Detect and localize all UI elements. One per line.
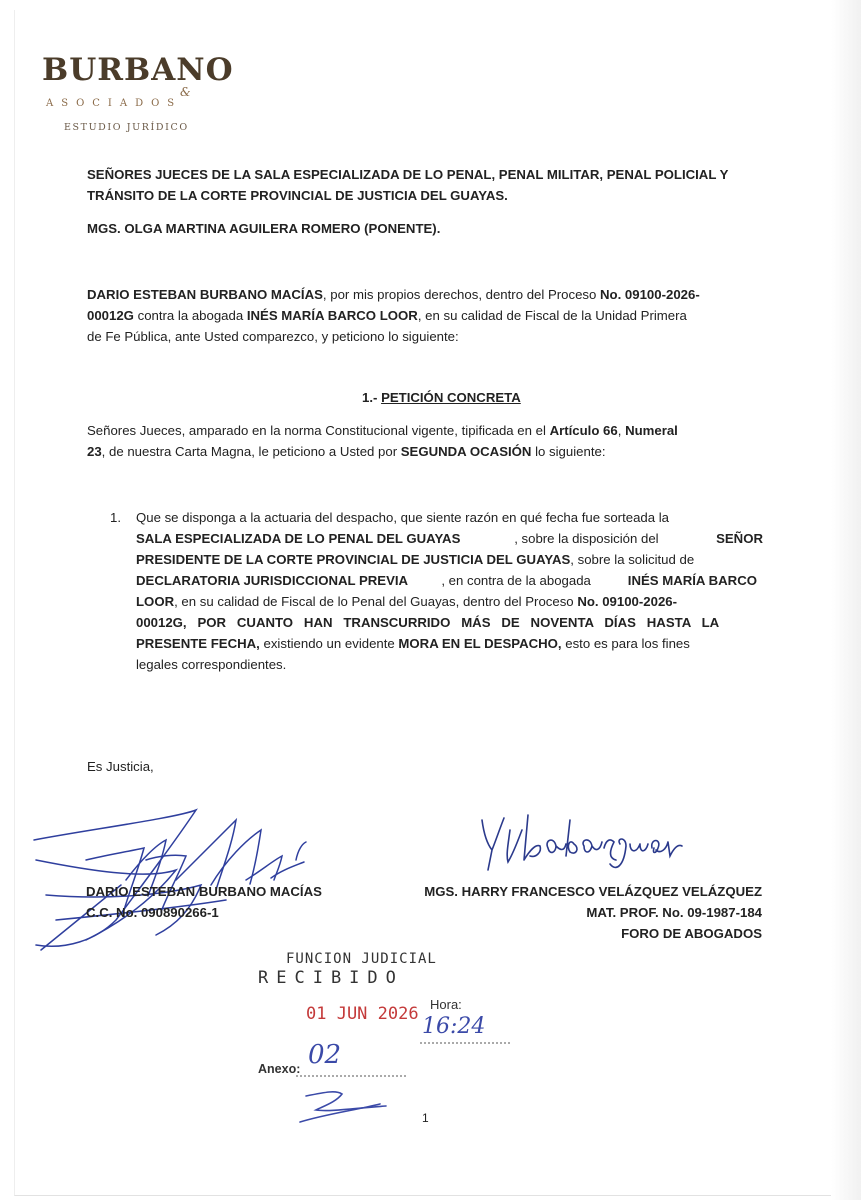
para-text-2: , de nuestra Carta Magna, le peticiono a Usted por	[101, 444, 401, 459]
stamp-date: 01 JUN 2026	[306, 1004, 419, 1024]
para-line-1	[87, 420, 678, 441]
stamp-line-1: FUNCION JUDICIAL	[286, 951, 437, 967]
logo-name: BURBANO	[42, 52, 234, 88]
item-text-8: esto es para los fines	[561, 636, 690, 651]
section-heading	[362, 387, 521, 408]
section-number: 1.-	[362, 390, 382, 405]
declaratoria-label: DECLARATORIA JURISDICCIONAL PREVIA	[136, 573, 409, 588]
stamp-anexo-label: Anexo:	[258, 1062, 301, 1076]
item-line-2	[136, 528, 763, 549]
stamp-anexo-value: 02	[308, 1040, 342, 1070]
stamp-line-2: RECIBIDO	[258, 968, 404, 988]
left-signer-name: DARIO ESTEBAN BURBANO MACÍAS	[86, 884, 322, 899]
defendant-surname: LOOR	[136, 594, 175, 609]
page-shadow	[831, 0, 861, 1200]
item-text-2: , sobre la disposición del	[514, 531, 663, 546]
president-title: PRESIDENTE DE LA CORTE PROVINCIAL DE JUSTICIA DEL GUAYAS	[136, 552, 571, 567]
intro-text-1: , por mis propios derechos, dentro del Proceso	[322, 287, 601, 302]
item-line-3	[136, 549, 694, 570]
item-text-5: , en su calidad de Fiscal de lo Penal del Guayas, dentro del Proceso	[174, 594, 578, 609]
para-text-1: Señores Jueces, amparado en la norma Constitucional vigente, tipificada en el	[87, 423, 550, 438]
item-line-7	[136, 633, 690, 654]
intro-line-2	[87, 305, 687, 326]
para-line-2	[87, 441, 605, 462]
intro-line-3: de Fe Pública, ante Usted comparezco, y peticiono lo siguiente:	[87, 329, 459, 344]
client-name: DARIO ESTEBAN BURBANO MACÍAS	[87, 287, 323, 302]
hora-dotted-line	[420, 1040, 510, 1046]
right-signer-mat: MAT. PROF. No. 09-1987-184	[586, 905, 762, 920]
left-signer-id: C.C. No. 090890266-1	[86, 905, 219, 920]
logo-ampersand: &	[180, 85, 191, 99]
senor-label: SEÑOR	[716, 531, 763, 546]
item-text-3: , sobre la solicitud de	[570, 552, 695, 567]
section-title: PETICIÓN CONCRETA	[381, 390, 521, 405]
stamp-hora-value: 16:24	[422, 1014, 486, 1039]
intro-line-1	[87, 284, 700, 305]
stamp-hora-label: Hora:	[430, 997, 462, 1012]
intro-text-2: contra la abogada	[133, 308, 247, 323]
logo-subtitle: ESTUDIO JURÍDICO	[64, 122, 189, 133]
closing-text: Es Justicia,	[87, 759, 154, 774]
intro-text-3: , en su calidad de Fiscal de la Unidad Primera	[417, 308, 687, 323]
para-text-3: lo siguiente:	[531, 444, 606, 459]
item-line-1: Que se disponga a la actuaria del despacho, que siente razón en qué fecha fue sorteada la	[136, 510, 670, 525]
defendant-name-2: INÉS MARÍA BARCO	[627, 573, 757, 588]
item-line-8: legales correspondientes.	[136, 657, 287, 672]
anexo-scribble	[296, 1064, 406, 1124]
item-number: 1.	[110, 510, 121, 525]
process-number: No. 09100-2026-	[600, 287, 700, 302]
addressee-line-2: TRÁNSITO DE LA CORTE PROVINCIAL DE JUSTICIA DEL GUAYAS.	[87, 188, 508, 203]
logo-associates: ASOCIADOS	[46, 98, 183, 109]
right-signer-name: MGS. HARRY FRANCESCO VELÁZQUEZ VELÁZQUEZ	[424, 884, 762, 899]
item-line-5	[136, 591, 677, 612]
process-number-suffix: 00012G	[87, 308, 134, 323]
right-signature	[470, 800, 700, 880]
item-text-7: existiendo un evidente	[259, 636, 399, 651]
sala-name: SALA ESPECIALIZADA DE LO PENAL DEL GUAYAS	[136, 531, 461, 546]
defendant-name: INÉS MARÍA BARCO LOOR	[246, 308, 418, 323]
right-signer-foro: FORO DE ABOGADOS	[621, 926, 762, 941]
addressee-line-1: SEÑORES JUECES DE LA SALA ESPECIALIZADA DE LO PENAL, PENAL MILITAR, PENAL POLICIAL Y	[87, 167, 729, 182]
para-comma: ,	[617, 423, 626, 438]
numeral-ref: Numeral	[625, 423, 678, 438]
present-date: PRESENTE FECHA,	[136, 636, 260, 651]
item-text-4: , en contra de la abogada	[441, 573, 595, 588]
item-line-6: 00012G, POR CUANTO HAN TRANSCURRIDO MÁS DE NOVENTA DÍAS HASTA LA	[136, 615, 720, 630]
left-signature	[26, 800, 326, 960]
article-ref: Artículo 66	[549, 423, 618, 438]
page-number: 1	[422, 1111, 429, 1125]
item-line-4	[136, 570, 757, 591]
ponente-line: MGS. OLGA MARTINA AGUILERA ROMERO (PONENTE).	[87, 221, 441, 236]
numeral-number: 23	[87, 444, 102, 459]
second-occasion: SEGUNDA OCASIÓN	[400, 444, 532, 459]
process-number-2: No. 09100-2026-	[577, 594, 678, 609]
mora-label: MORA EN EL DESPACHO,	[398, 636, 562, 651]
